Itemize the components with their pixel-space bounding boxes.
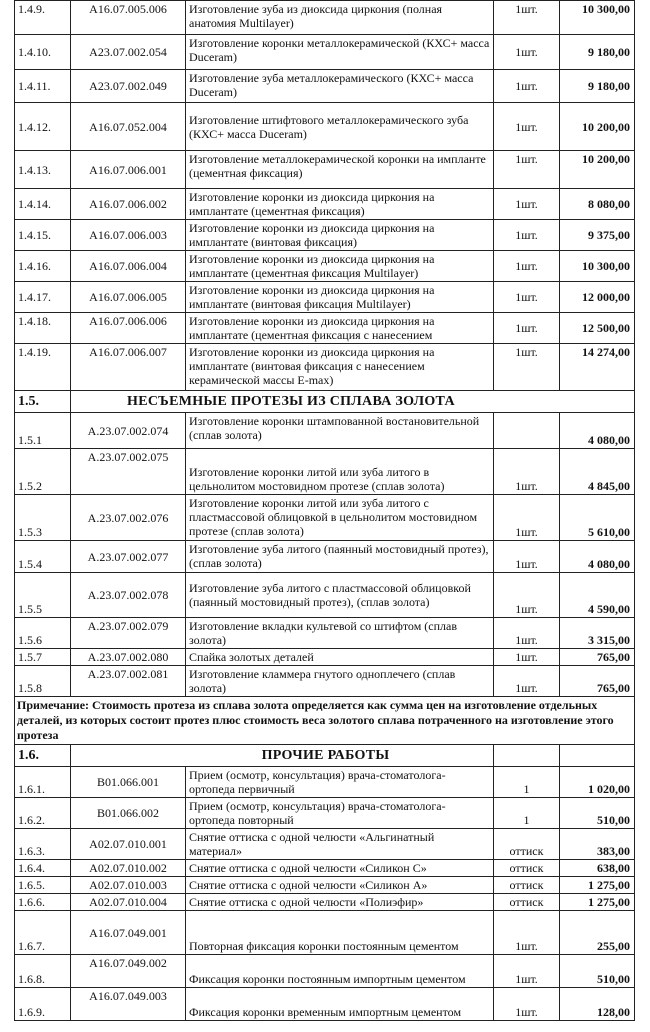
price: 4 845,00 — [560, 449, 635, 495]
service-code: A16.07.052.004 — [71, 103, 186, 151]
price: 9 180,00 — [560, 70, 635, 103]
empty-cell — [560, 745, 635, 767]
row-number: 1.6.9. — [15, 988, 71, 1021]
table-row — [15, 449, 635, 495]
unit: 1шт. — [494, 649, 560, 666]
section-header — [15, 391, 635, 413]
price: 383,00 — [560, 829, 635, 860]
price: 255,00 — [560, 911, 635, 955]
service-code: A02.07.010.002 — [71, 860, 186, 877]
row-number: 1.4.11. — [15, 70, 71, 103]
price: 10 300,00 — [560, 1, 635, 35]
unit: 1шт. — [494, 103, 560, 151]
price: 4 080,00 — [560, 413, 635, 449]
price: 8 080,00 — [560, 189, 635, 220]
unit: оттиск — [494, 894, 560, 911]
table-row — [15, 189, 635, 220]
unit: 1шт. — [494, 666, 560, 697]
price: 638,00 — [560, 860, 635, 877]
unit — [494, 413, 560, 449]
unit: 1шт. — [494, 955, 560, 988]
row-number: 1.6.3. — [15, 829, 71, 860]
row-number: 1.6.1. — [15, 767, 71, 798]
row-number: 1.6.6. — [15, 894, 71, 911]
table-row — [15, 282, 635, 313]
service-name: Прием (осмотр, консультация) врача-стоматолога-ортопеда первичный — [186, 767, 494, 798]
service-name: Повторная фиксация коронки постоянным цементом — [186, 911, 494, 955]
service-name: Снятие оттиска с одной челюсти «Альгинатный материал» — [186, 829, 494, 860]
row-number: 1.6.7. — [15, 911, 71, 955]
unit: 1шт. — [494, 988, 560, 1021]
row-number: 1.6.4. — [15, 860, 71, 877]
unit: 1шт. — [494, 220, 560, 251]
row-number: 1.5.5 — [15, 573, 71, 618]
row-number: 1.4.19. — [15, 344, 71, 391]
section-title: ПРОЧИЕ РАБОТЫ — [71, 745, 494, 767]
price-table — [14, 0, 635, 1021]
table-row — [15, 251, 635, 282]
service-code: A16.07.006.003 — [71, 220, 186, 251]
service-code: A02.07.010.004 — [71, 894, 186, 911]
service-name: Изготовление кламмера гнутого одноплечего (сплав золота) — [186, 666, 494, 697]
unit: 1шт. — [494, 541, 560, 573]
note-row — [15, 697, 635, 745]
row-number: 1.4.17. — [15, 282, 71, 313]
service-name: Изготовление коронки штампованной востановительной (сплав золота) — [186, 413, 494, 449]
table-row — [15, 1, 635, 35]
price: 765,00 — [560, 649, 635, 666]
service-code: A23.07.002.049 — [71, 70, 186, 103]
service-code: A.23.07.002.076 — [71, 495, 186, 541]
service-name: Снятие оттиска с одной челюсти «Силикон С» — [186, 860, 494, 877]
service-name: Изготовление штифтового металлокерамического зуба (КХС+ масса Duceram) — [186, 103, 494, 151]
service-code: A16.07.006.007 — [71, 344, 186, 391]
service-code: A.23.07.002.077 — [71, 541, 186, 573]
row-number: 1.4.18. — [15, 313, 71, 344]
price: 4 080,00 — [560, 541, 635, 573]
service-code: A16.07.006.002 — [71, 189, 186, 220]
table-row — [15, 798, 635, 829]
price-list-page — [14, 0, 634, 1021]
table-row — [15, 649, 635, 666]
price: 510,00 — [560, 798, 635, 829]
service-name: Фиксация коронки временным импортным цементом — [186, 988, 494, 1021]
unit: 1шт. — [494, 189, 560, 220]
price: 510,00 — [560, 955, 635, 988]
row-number: 1.5.1 — [15, 413, 71, 449]
table-row — [15, 894, 635, 911]
unit: 1шт. — [494, 344, 560, 391]
section-number: 1.6. — [15, 745, 71, 767]
service-code: A.23.07.002.080 — [71, 649, 186, 666]
price: 1 020,00 — [560, 767, 635, 798]
table-row — [15, 988, 635, 1021]
unit: 1шт. — [494, 449, 560, 495]
gold-note: Примечание: Стоимость протеза из сплава золота определяется как сумма цен на изготовление отдельных деталей, из которых состоит протез плюс стоимость веса золотого сплава потраченного на изготовление этого протеза — [15, 697, 635, 745]
service-code: A.23.07.002.078 — [71, 573, 186, 618]
price: 10 300,00 — [560, 251, 635, 282]
table-row — [15, 860, 635, 877]
row-number: 1.5.3 — [15, 495, 71, 541]
service-name: Снятие оттиска с одной челюсти «Силикон А» — [186, 877, 494, 894]
table-row — [15, 151, 635, 189]
row-number: 1.4.10. — [15, 35, 71, 70]
price: 4 590,00 — [560, 573, 635, 618]
price: 10 200,00 — [560, 151, 635, 189]
table-row — [15, 313, 635, 344]
table-row — [15, 955, 635, 988]
service-code: A16.07.006.004 — [71, 251, 186, 282]
row-number: 1.5.6 — [15, 618, 71, 649]
price: 5 610,00 — [560, 495, 635, 541]
service-code: A16.07.005.006 — [71, 1, 186, 35]
table-row — [15, 220, 635, 251]
price: 12 500,00 — [560, 313, 635, 344]
service-name: Изготовление зуба металлокерамического (КХС+ масса Duceram) — [186, 70, 494, 103]
service-code: A16.07.006.005 — [71, 282, 186, 313]
price: 9 180,00 — [560, 35, 635, 70]
price: 14 274,00 — [560, 344, 635, 391]
service-name: Изготовление зуба из диоксида циркония (полная анатомия Multilayer) — [186, 1, 494, 35]
unit: 1 — [494, 767, 560, 798]
row-number: 1.4.12. — [15, 103, 71, 151]
table-row — [15, 103, 635, 151]
service-code: A.23.07.002.074 — [71, 413, 186, 449]
row-number: 1.4.14. — [15, 189, 71, 220]
service-name: Прием (осмотр, консультация) врача-стоматолога-ортопеда повторный — [186, 798, 494, 829]
service-name: Изготовление коронки из диоксида циркония на имплантате (винтовая фиксация с нанесением керамической массы E-max) — [186, 344, 494, 391]
table-row — [15, 666, 635, 697]
service-name: Изготовление коронки из диоксида циркония на имплантате (винтовая фиксация) — [186, 220, 494, 251]
service-name: Изготовление коронки литой или зуба литого с пластмассовой облицовкой в цельнолитом мостовидном протезе (сплав золота) — [186, 495, 494, 541]
table-row — [15, 35, 635, 70]
section-title: НЕСЪЕМНЫЕ ПРОТЕЗЫ ИЗ СПЛАВА ЗОЛОТА — [71, 391, 635, 413]
unit: 1шт. — [494, 495, 560, 541]
service-name: Изготовление коронки металлокерамической (КХС+ масса Duceram) — [186, 35, 494, 70]
price: 3 315,00 — [560, 618, 635, 649]
row-number: 1.4.13. — [15, 151, 71, 189]
section-header — [15, 745, 635, 767]
service-name: Изготовление коронки из диоксида циркония на имплантате (винтовая фиксация Multilayer) — [186, 282, 494, 313]
unit: оттиск — [494, 877, 560, 894]
unit: 1шт. — [494, 1, 560, 35]
service-name: Фиксация коронки постоянным импортным цементом — [186, 955, 494, 988]
service-code: A16.07.049.002 — [71, 955, 186, 988]
service-name: Изготовление коронки литой или зуба литого в цельнолитом мостовидном протезе (сплав золота) — [186, 449, 494, 495]
unit: оттиск — [494, 860, 560, 877]
price: 128,00 — [560, 988, 635, 1021]
service-code: A16.07.006.006 — [71, 313, 186, 344]
price: 10 200,00 — [560, 103, 635, 151]
service-name: Спайка золотых деталей — [186, 649, 494, 666]
table-row — [15, 413, 635, 449]
service-code: A02.07.010.001 — [71, 829, 186, 860]
unit: 1шт. — [494, 251, 560, 282]
service-code: A23.07.002.054 — [71, 35, 186, 70]
service-code: A.23.07.002.079 — [71, 618, 186, 649]
unit: 1шт. — [494, 282, 560, 313]
service-code: B01.066.002 — [71, 798, 186, 829]
table-row — [15, 911, 635, 955]
service-code: A.23.07.002.075 — [71, 449, 186, 495]
unit: 1шт. — [494, 618, 560, 649]
empty-cell — [494, 745, 560, 767]
unit: 1шт. — [494, 151, 560, 189]
table-row — [15, 767, 635, 798]
row-number: 1.4.9. — [15, 1, 71, 35]
row-number: 1.6.2. — [15, 798, 71, 829]
service-name: Снятие оттиска с одной челюсти «Полиэфир» — [186, 894, 494, 911]
unit: 1шт. — [494, 911, 560, 955]
price: 1 275,00 — [560, 894, 635, 911]
unit: оттиск — [494, 829, 560, 860]
table-row — [15, 829, 635, 860]
service-code: A02.07.010.003 — [71, 877, 186, 894]
table-row — [15, 344, 635, 391]
row-number: 1.5.8 — [15, 666, 71, 697]
service-code: A.23.07.002.081 — [71, 666, 186, 697]
unit: 1шт. — [494, 573, 560, 618]
service-code: A16.07.006.001 — [71, 151, 186, 189]
service-name: Изготовление коронки из диоксида циркония на имплантате (цементная фиксация с нанесением — [186, 313, 494, 344]
unit: 1 — [494, 798, 560, 829]
row-number: 1.6.8. — [15, 955, 71, 988]
price: 9 375,00 — [560, 220, 635, 251]
price: 1 275,00 — [560, 877, 635, 894]
row-number: 1.5.2 — [15, 449, 71, 495]
service-name: Изготовление коронки из диоксида циркония на имплантате (цементная фиксация) — [186, 189, 494, 220]
section-number: 1.5. — [15, 391, 71, 413]
row-number: 1.4.16. — [15, 251, 71, 282]
service-name: Изготовление металлокерамической коронки на импланте (цементная фиксация) — [186, 151, 494, 189]
row-number: 1.5.4 — [15, 541, 71, 573]
price: 12 000,00 — [560, 282, 635, 313]
service-name: Изготовление зуба литого (паянный мостовидный протез), (сплав золота) — [186, 541, 494, 573]
table-row — [15, 541, 635, 573]
table-row — [15, 618, 635, 649]
service-name: Изготовление вкладки культевой со штифтом (сплав золота) — [186, 618, 494, 649]
unit: 1шт. — [494, 35, 560, 70]
row-number: 1.5.7 — [15, 649, 71, 666]
price: 765,00 — [560, 666, 635, 697]
service-name: Изготовление зуба литого с пластмассовой облицовкой (паянный мостовидный протез), (сплав золота) — [186, 573, 494, 618]
table-row — [15, 70, 635, 103]
table-row — [15, 877, 635, 894]
service-code: B01.066.001 — [71, 767, 186, 798]
table-row — [15, 495, 635, 541]
row-number: 1.6.5. — [15, 877, 71, 894]
service-code: A16.07.049.001 — [71, 911, 186, 955]
table-row — [15, 573, 635, 618]
service-code: A16.07.049.003 — [71, 988, 186, 1021]
unit: 1шт. — [494, 313, 560, 344]
unit: 1шт. — [494, 70, 560, 103]
row-number: 1.4.15. — [15, 220, 71, 251]
service-name: Изготовление коронки из диоксида циркония на имплантате (цементная фиксация Multilayer) — [186, 251, 494, 282]
